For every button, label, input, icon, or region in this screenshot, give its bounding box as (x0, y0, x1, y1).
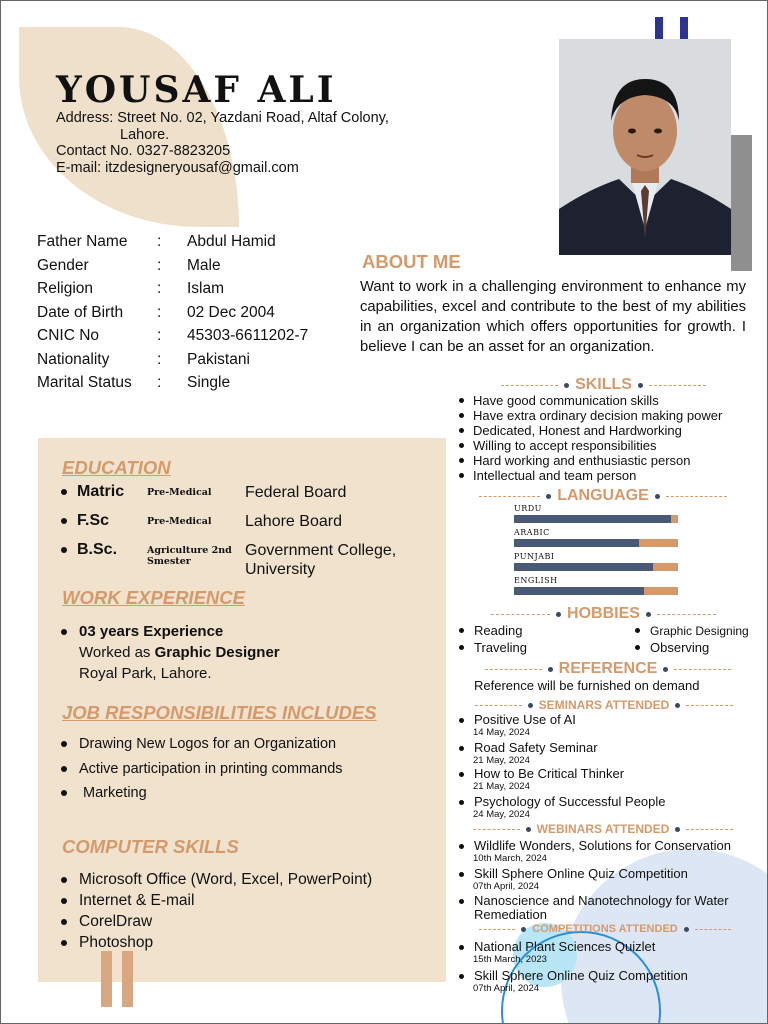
list-item: Active participation in printing commands (61, 757, 343, 782)
info-label: Marital Status (37, 374, 132, 391)
list-item: Willing to accept responsibilities (459, 438, 722, 453)
personal-row (37, 304, 308, 328)
info-sep: : (157, 233, 162, 250)
personal-row (37, 257, 308, 281)
bullet-icon (61, 547, 67, 553)
address-city: Lahore. (120, 126, 170, 143)
bullet-icon (459, 718, 464, 723)
info-sep: : (157, 350, 162, 368)
info-value: 02 Dec 2004 (187, 303, 275, 321)
list-item: Skill Sphere Online Quiz Competition 07th April, 2024 (459, 969, 759, 997)
personal-row (37, 327, 308, 351)
work-title: WORK EXPERIENCE (62, 587, 245, 608)
degree: F.Sc (77, 512, 110, 529)
list-item: Reading (459, 623, 635, 638)
list-item: Have good communication skills (459, 393, 722, 408)
email: E-mail: itzdesigneryousaf@gmail.com (56, 159, 299, 176)
work-place: Royal Park, Lahore. (79, 665, 212, 682)
list-item: Intellectual and team person (459, 468, 722, 483)
info-value: Single (187, 374, 231, 391)
job-title: JOB RESPONSIBILITIES INCLUDES (62, 702, 377, 723)
reference-title: REFERENCE (558, 660, 658, 677)
computer-title: COMPUTER SKILLS (62, 836, 239, 857)
about-text: Want to work in a challenging environment to enhance my capabilities, excel and contribute to the best of my abilities in an organization which offers opportunities for growth. I believe I can be an asset for an organization. (360, 279, 746, 355)
bullet-icon (61, 518, 67, 524)
bullet-icon (61, 919, 67, 925)
bullet-icon (459, 945, 464, 950)
list-item: Traveling (459, 640, 635, 655)
competitions-title: COMPETITIONS ATTENDED (532, 923, 678, 935)
bullet-icon (61, 489, 67, 495)
education-item (61, 512, 441, 531)
info-value: Male (187, 256, 221, 274)
competitions-list (459, 940, 759, 997)
language-name: PUNJABI (514, 552, 555, 561)
list-item: Dedicated, Honest and Hardworking (459, 423, 722, 438)
bullet-icon (61, 629, 67, 635)
list-item: Hard working and enthusiastic person (459, 453, 722, 468)
list-item: Microsoft Office (Word, Excel, PowerPoint) (61, 869, 372, 890)
list-item: Drawing New Logos for an Organization (61, 732, 343, 757)
decorative-bar (101, 951, 112, 1007)
info-sep: : (157, 374, 162, 391)
work-as: Worked as (79, 644, 155, 661)
info-label: Religion (37, 280, 94, 297)
about-title: ABOUT ME (362, 251, 461, 272)
info-sep: : (157, 327, 162, 344)
list-item: CorelDraw (61, 911, 372, 932)
list-item: Internet & E-mail (61, 890, 372, 911)
decorative-bar (655, 17, 663, 39)
education-title: EDUCATION (62, 457, 171, 478)
degree-field: Pre-Medical (147, 516, 212, 527)
bullet-icon (61, 741, 67, 747)
bullet-icon (459, 458, 464, 463)
list-item: Photoshop (61, 932, 372, 953)
bullet-icon (459, 872, 464, 877)
computer-list (61, 869, 372, 953)
language-bar (514, 515, 678, 523)
degree: Matric (77, 483, 125, 500)
list-item: Psychology of Successful People 24 May, 2024 (459, 795, 759, 821)
decorative-bar (680, 17, 688, 39)
hobbies-header (491, 605, 716, 623)
skills-title: SKILLS (575, 376, 632, 393)
reference-header (485, 660, 731, 678)
hobbies-list (459, 622, 754, 656)
bullet-icon (459, 746, 464, 751)
seminars-title: SEMINARS ATTENDED (538, 698, 670, 712)
language-name: URDU (514, 504, 542, 513)
info-value: Islam (187, 280, 225, 297)
bullet-icon (459, 443, 464, 448)
bullet-icon (635, 645, 640, 650)
education-item (61, 541, 441, 579)
language-bar (514, 587, 678, 595)
bullet-icon (459, 628, 464, 633)
list-item: How to Be Critical Thinker 21 May, 2024 (459, 767, 759, 795)
language-bar-fill (514, 539, 639, 547)
language-name: ENGLISH (514, 576, 558, 585)
language-list (514, 504, 678, 600)
education-item (61, 483, 441, 502)
degree-field: Agriculture 2nd Smester (147, 545, 232, 567)
work-experience (61, 621, 280, 684)
bullet-icon (61, 790, 67, 796)
info-value: Abdul Hamid (187, 233, 276, 250)
language-bar-fill (514, 587, 644, 595)
degree-field: Pre-Medical (147, 487, 212, 498)
bullet-icon (459, 772, 464, 777)
contact-number: Contact No. 0327-8823205 (56, 143, 231, 159)
personal-info (37, 233, 308, 398)
bullet-icon (61, 877, 67, 883)
bullet-icon (459, 899, 464, 904)
webinars-list (459, 839, 759, 924)
bullet-icon (61, 940, 67, 946)
webinars-title: WEBINARS ATTENDED (536, 822, 670, 836)
list-item: Skill Sphere Online Quiz Competition 07th April, 2024 (459, 867, 759, 894)
list-item: Road Safety Seminar 21 May, 2024 (459, 741, 759, 767)
info-value: Pakistani (187, 350, 250, 368)
job-list (61, 732, 343, 806)
info-value: 45303-6611202-7 (187, 327, 309, 344)
skills-header (501, 376, 706, 394)
education-list (61, 483, 441, 589)
bullet-icon (459, 413, 464, 418)
list-item: Wildlife Wonders, Solutions for Conservation 10th March, 2024 (459, 839, 759, 867)
bullet-icon (635, 628, 640, 633)
info-sep: : (157, 303, 162, 321)
bullet-icon (459, 645, 464, 650)
info-label: CNIC No (37, 327, 100, 344)
list-item: Have extra ordinary decision making power (459, 408, 722, 423)
degree-board: Government College, University (245, 542, 397, 578)
decorative-bar (731, 135, 752, 271)
bullet-icon (459, 844, 464, 849)
degree: B.Sc. (77, 541, 118, 558)
bullet-icon (459, 800, 464, 805)
webinars-header (473, 822, 733, 836)
language-bar-fill (514, 515, 671, 523)
bullet-icon (459, 974, 464, 979)
personal-row (37, 280, 308, 304)
seminars-header (475, 698, 733, 712)
bullet-icon (459, 398, 464, 403)
hobbies-title: HOBBIES (567, 605, 640, 622)
info-label: Nationality (37, 350, 110, 368)
bullet-icon (61, 898, 67, 904)
bullet-icon (459, 428, 464, 433)
profile-photo (559, 39, 731, 255)
language-name: ARABIC (514, 528, 550, 537)
reference-text: Reference will be furnished on demand (474, 678, 700, 693)
decorative-bar (122, 951, 133, 1007)
info-label: Father Name (37, 233, 128, 250)
seminars-list (459, 713, 759, 821)
list-item: Nanoscience and Nanotechnology for Water Remediation (459, 894, 739, 924)
candidate-name: YOUSAF ALI (56, 69, 337, 111)
info-label: Date of Birth (37, 303, 124, 321)
bullet-icon (61, 766, 67, 772)
degree-board: Lahore Board (245, 513, 342, 530)
language-bar (514, 563, 678, 571)
info-sep: : (157, 280, 162, 297)
competitions-header (479, 923, 731, 935)
list-item: Observing (635, 640, 709, 655)
list-item: Positive Use of AI 14 May, 2024 (459, 713, 759, 741)
info-sep: : (157, 256, 162, 274)
skills-list (459, 393, 722, 483)
info-label: Gender (37, 256, 89, 274)
list-item: Marketing (61, 781, 343, 806)
language-bar-fill (514, 563, 653, 571)
work-role: Graphic Designer (154, 644, 280, 661)
personal-row (37, 233, 308, 257)
language-header (479, 487, 727, 505)
language-bar (514, 539, 678, 547)
address-line: Address: Street No. 02, Yazdani Road, Altaf Colony, (56, 110, 389, 126)
personal-row (37, 351, 308, 375)
bullet-icon (459, 473, 464, 478)
list-item: Graphic Designing (635, 624, 749, 638)
language-title: LANGUAGE (557, 487, 649, 504)
degree-board: Federal Board (245, 484, 347, 501)
work-years: 03 years Experience (79, 623, 224, 640)
list-item: National Plant Sciences Quizlet 15th March, 2023 (459, 940, 759, 969)
contact-block (56, 110, 389, 176)
personal-row (37, 374, 308, 398)
